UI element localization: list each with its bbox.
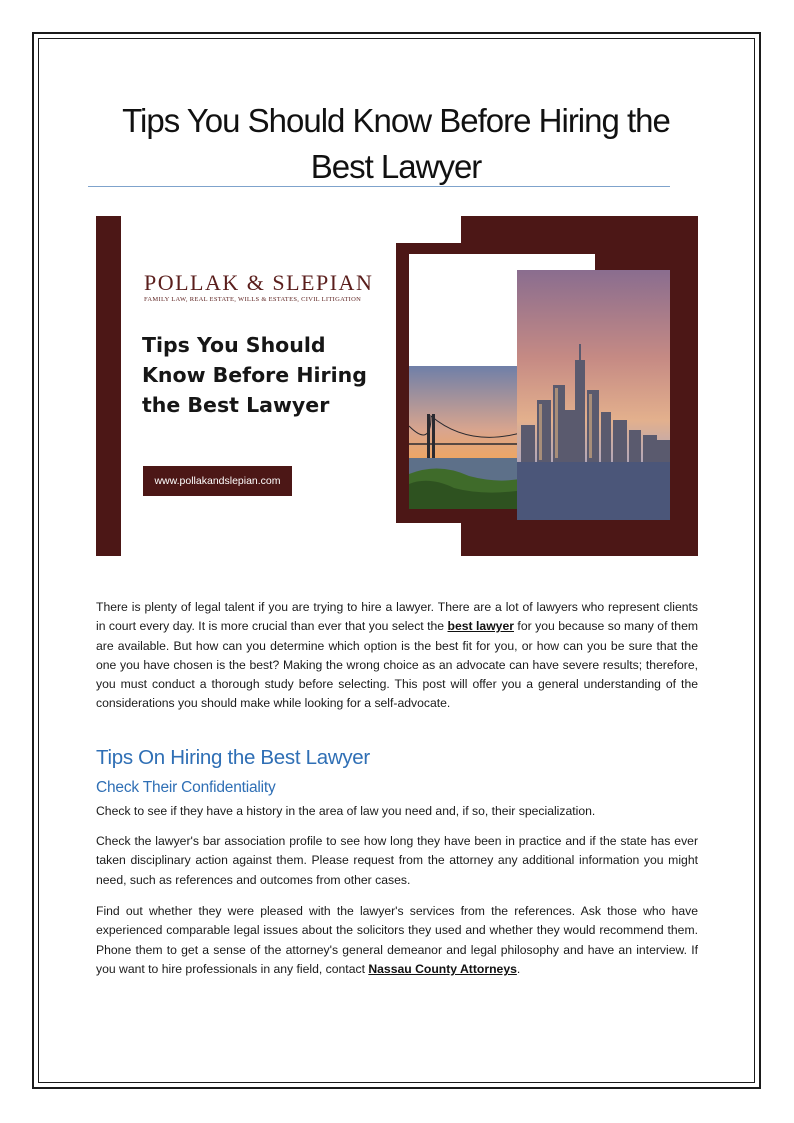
section-heading: Tips On Hiring the Best Lawyer (96, 746, 370, 769)
subsection-heading: Check Their Confidentiality (96, 779, 276, 796)
title-underline (88, 186, 670, 187)
paragraph-3-end: . (516, 961, 521, 976)
page-title: Tips You Should Know Before Hiring the Best Lawyer (122, 102, 670, 185)
banner-heading-line: the Best Lawyer (142, 393, 330, 417)
body-paragraph-3 (96, 902, 698, 979)
paragraph-3-text: Find out whether they were pleased with the lawyer's services from the references. Ask those who have experienced comparable legal issues about the solicitors they used and whether they would recommend them. Phone them to get a sense of the attorney's general demeanor and legal philosophy and have an interview. If you want to hire professionals in any field, contact (96, 904, 698, 976)
bridge-sunset-photo (409, 366, 524, 509)
body-paragraph-2: Check the lawyer's bar association profile to see how long they have been in practice and if the state has ever taken disciplinary action against them. Please request from the attorney any additional information you might need, such as references and outcomes from other cases. (96, 834, 698, 887)
banner-heading-line: Know Before Hiring (142, 363, 367, 387)
banner-left-bar (96, 216, 121, 556)
intro-paragraph (96, 598, 698, 714)
banner-heading (142, 330, 402, 420)
city-skyline-photo (517, 270, 670, 520)
website-url-badge: www.pollakandslepian.com (143, 466, 292, 496)
nassau-county-attorneys-link[interactable]: Nassau County Attorneys (368, 961, 517, 976)
brand-tagline: FAMILY LAW, REAL ESTATE, WILLS & ESTATES, CIVIL LITIGATION (144, 296, 362, 303)
hero-banner (96, 216, 698, 556)
banner-heading-line: Tips You Should (142, 333, 326, 357)
body-paragraph-1: Check to see if they have a history in the area of law you need and, if so, their specialization. (96, 804, 596, 818)
brand-logo-text: POLLAK & SLEPIAN (144, 270, 374, 295)
intro-text: There is plenty of legal talent if you are trying to hire a lawyer. There are a lot of lawyers who represent clients in court every day. It is more crucial than ever that you select the (96, 600, 698, 634)
best-lawyer-link[interactable]: best lawyer (447, 619, 514, 634)
intro-text-continued: for you because so many of them are available. But how can you determine which option is the best fit for you, or how can you be sure that the one you have chosen is the best? Making the wrong choice as an advocate can have severe results; therefore, you must conduct a thorough study before selecting. This post will offer you a general understanding of the considerations you should make while looking for a self-advocate. (96, 619, 698, 711)
